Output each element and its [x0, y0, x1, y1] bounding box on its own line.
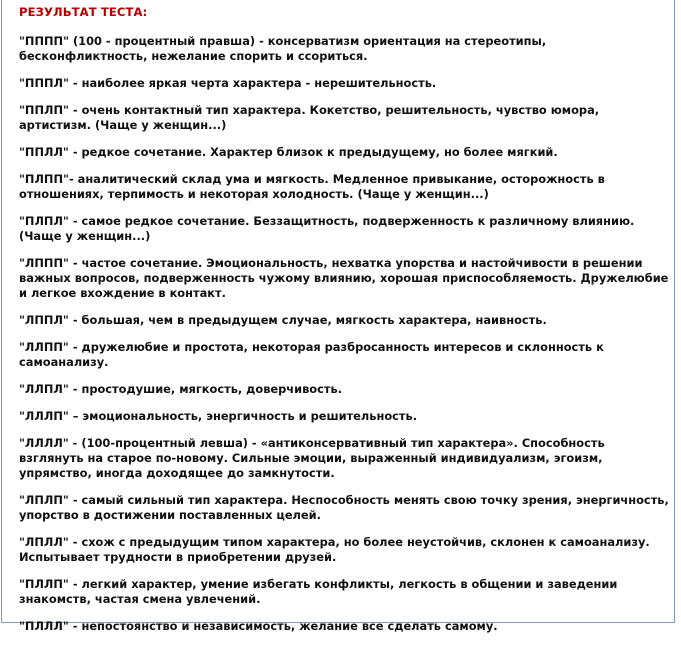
entry-text: - схож с предыдущим типом характера, но более неустойчив, склонен к самоанализу. Испытывает трудности в приобретении друзей.	[19, 535, 650, 564]
result-entry	[19, 340, 671, 370]
entry-code: "ЛЛПЛ"	[19, 382, 69, 396]
result-entry	[19, 145, 671, 160]
entry-text: - большая, чем в предыдущем случае, мягкость характера, наивность.	[68, 313, 547, 327]
entry-text: - частое сочетание. Эмоциональность, нехватка упорства и настойчивости в решении важных вопросов, подверженность чужому влиянию, хорошая приспособляемость. Дружелюбие и легкое вхождение в контакт.	[19, 256, 669, 300]
result-entry	[19, 493, 671, 523]
entry-text: - очень контактный тип характера. Кокетство, решительность, чувство юмора, артистизм. (Чаще у женщин...)	[19, 103, 600, 132]
entry-code: "ПЛПЛ"	[19, 214, 69, 228]
entry-code: "ПЛПП"	[19, 172, 69, 186]
entry-code: "ЛППП"	[19, 256, 69, 270]
result-entry	[19, 436, 671, 481]
result-entry	[19, 619, 671, 634]
result-entry	[19, 172, 671, 202]
entry-text: - (100-процентный левша) - «антиконсервативный тип характера». Способность взглянуть на старое по-новому. Сильные эмоции, выраженный индивидуализм, эгоизм, упрямство, иногда доходящее до замкнутости.	[19, 436, 605, 480]
entry-code: "ПППП"	[19, 34, 70, 48]
entry-code: "ППЛЛ"	[19, 145, 69, 159]
result-entry	[19, 256, 671, 301]
result-entry	[19, 103, 671, 133]
entry-code: "ЛЛЛЛ"	[19, 436, 69, 450]
entry-text: – эмоциональность, энергичность и решительность.	[68, 409, 418, 423]
result-entry	[19, 214, 671, 244]
entry-code: "ППЛП"	[19, 103, 69, 117]
result-entry	[19, 382, 671, 397]
entry-code: "ЛПЛЛ"	[19, 535, 69, 549]
result-entry	[19, 34, 671, 64]
entry-text: - непостоянство и независимость, желание все сделать самому.	[68, 619, 498, 633]
entry-text: - простодушие, мягкость, доверчивость.	[68, 382, 343, 396]
entry-code: "ПЛЛП"	[19, 577, 69, 591]
test-result-content	[19, 5, 671, 646]
entry-text: - легкий характер, умение избегать конфликты, легкость в общении и заведении знакомств, частая смена увлечений.	[19, 577, 618, 606]
result-title: РЕЗУЛЬТАТ ТЕСТА:	[19, 5, 148, 19]
entry-code: "ЛПЛП"	[19, 493, 69, 507]
entry-code: "ЛППЛ"	[19, 313, 69, 327]
entry-code: "ПЛЛЛ"	[19, 619, 69, 633]
entry-code: "ЛЛПП"	[19, 340, 69, 354]
result-entry	[19, 535, 671, 565]
entry-text: - наиболее яркая черта характера - нерешительность.	[68, 76, 437, 90]
result-entry	[19, 313, 671, 328]
result-entry	[19, 409, 671, 424]
entry-text: - редкое сочетание. Характер близок к предыдущему, но более мягкий.	[68, 145, 558, 159]
entry-code: "ЛЛЛП"	[19, 409, 69, 423]
entry-text: - самое редкое сочетание. Беззащитность, подверженность к различному влиянию. (Чаще у женщин...)	[19, 214, 635, 243]
entry-text: - дружелюбие и простота, некоторая разбросанность интересов и склонность к самоанализу.	[19, 340, 604, 369]
entry-text: - самый сильный тип характера. Неспособность менять свою точку зрения, энергичность, упорство в достижении поставленных целей.	[19, 493, 669, 522]
content-frame	[1, 0, 675, 633]
result-entry	[19, 577, 671, 607]
entry-text: - аналитический склад ума и мягкость. Медленное привыкание, осторожность в отношениях, терпимость и некоторая холодность. (Чаще у женщин...)	[19, 172, 605, 201]
result-entry	[19, 76, 671, 91]
entry-text: (100 - процентный правша) - консерватизм ориентация на стереотипы, бесконфликтность, нежелание спорить и ссориться.	[19, 34, 547, 63]
entry-code: "ПППЛ"	[19, 76, 69, 90]
